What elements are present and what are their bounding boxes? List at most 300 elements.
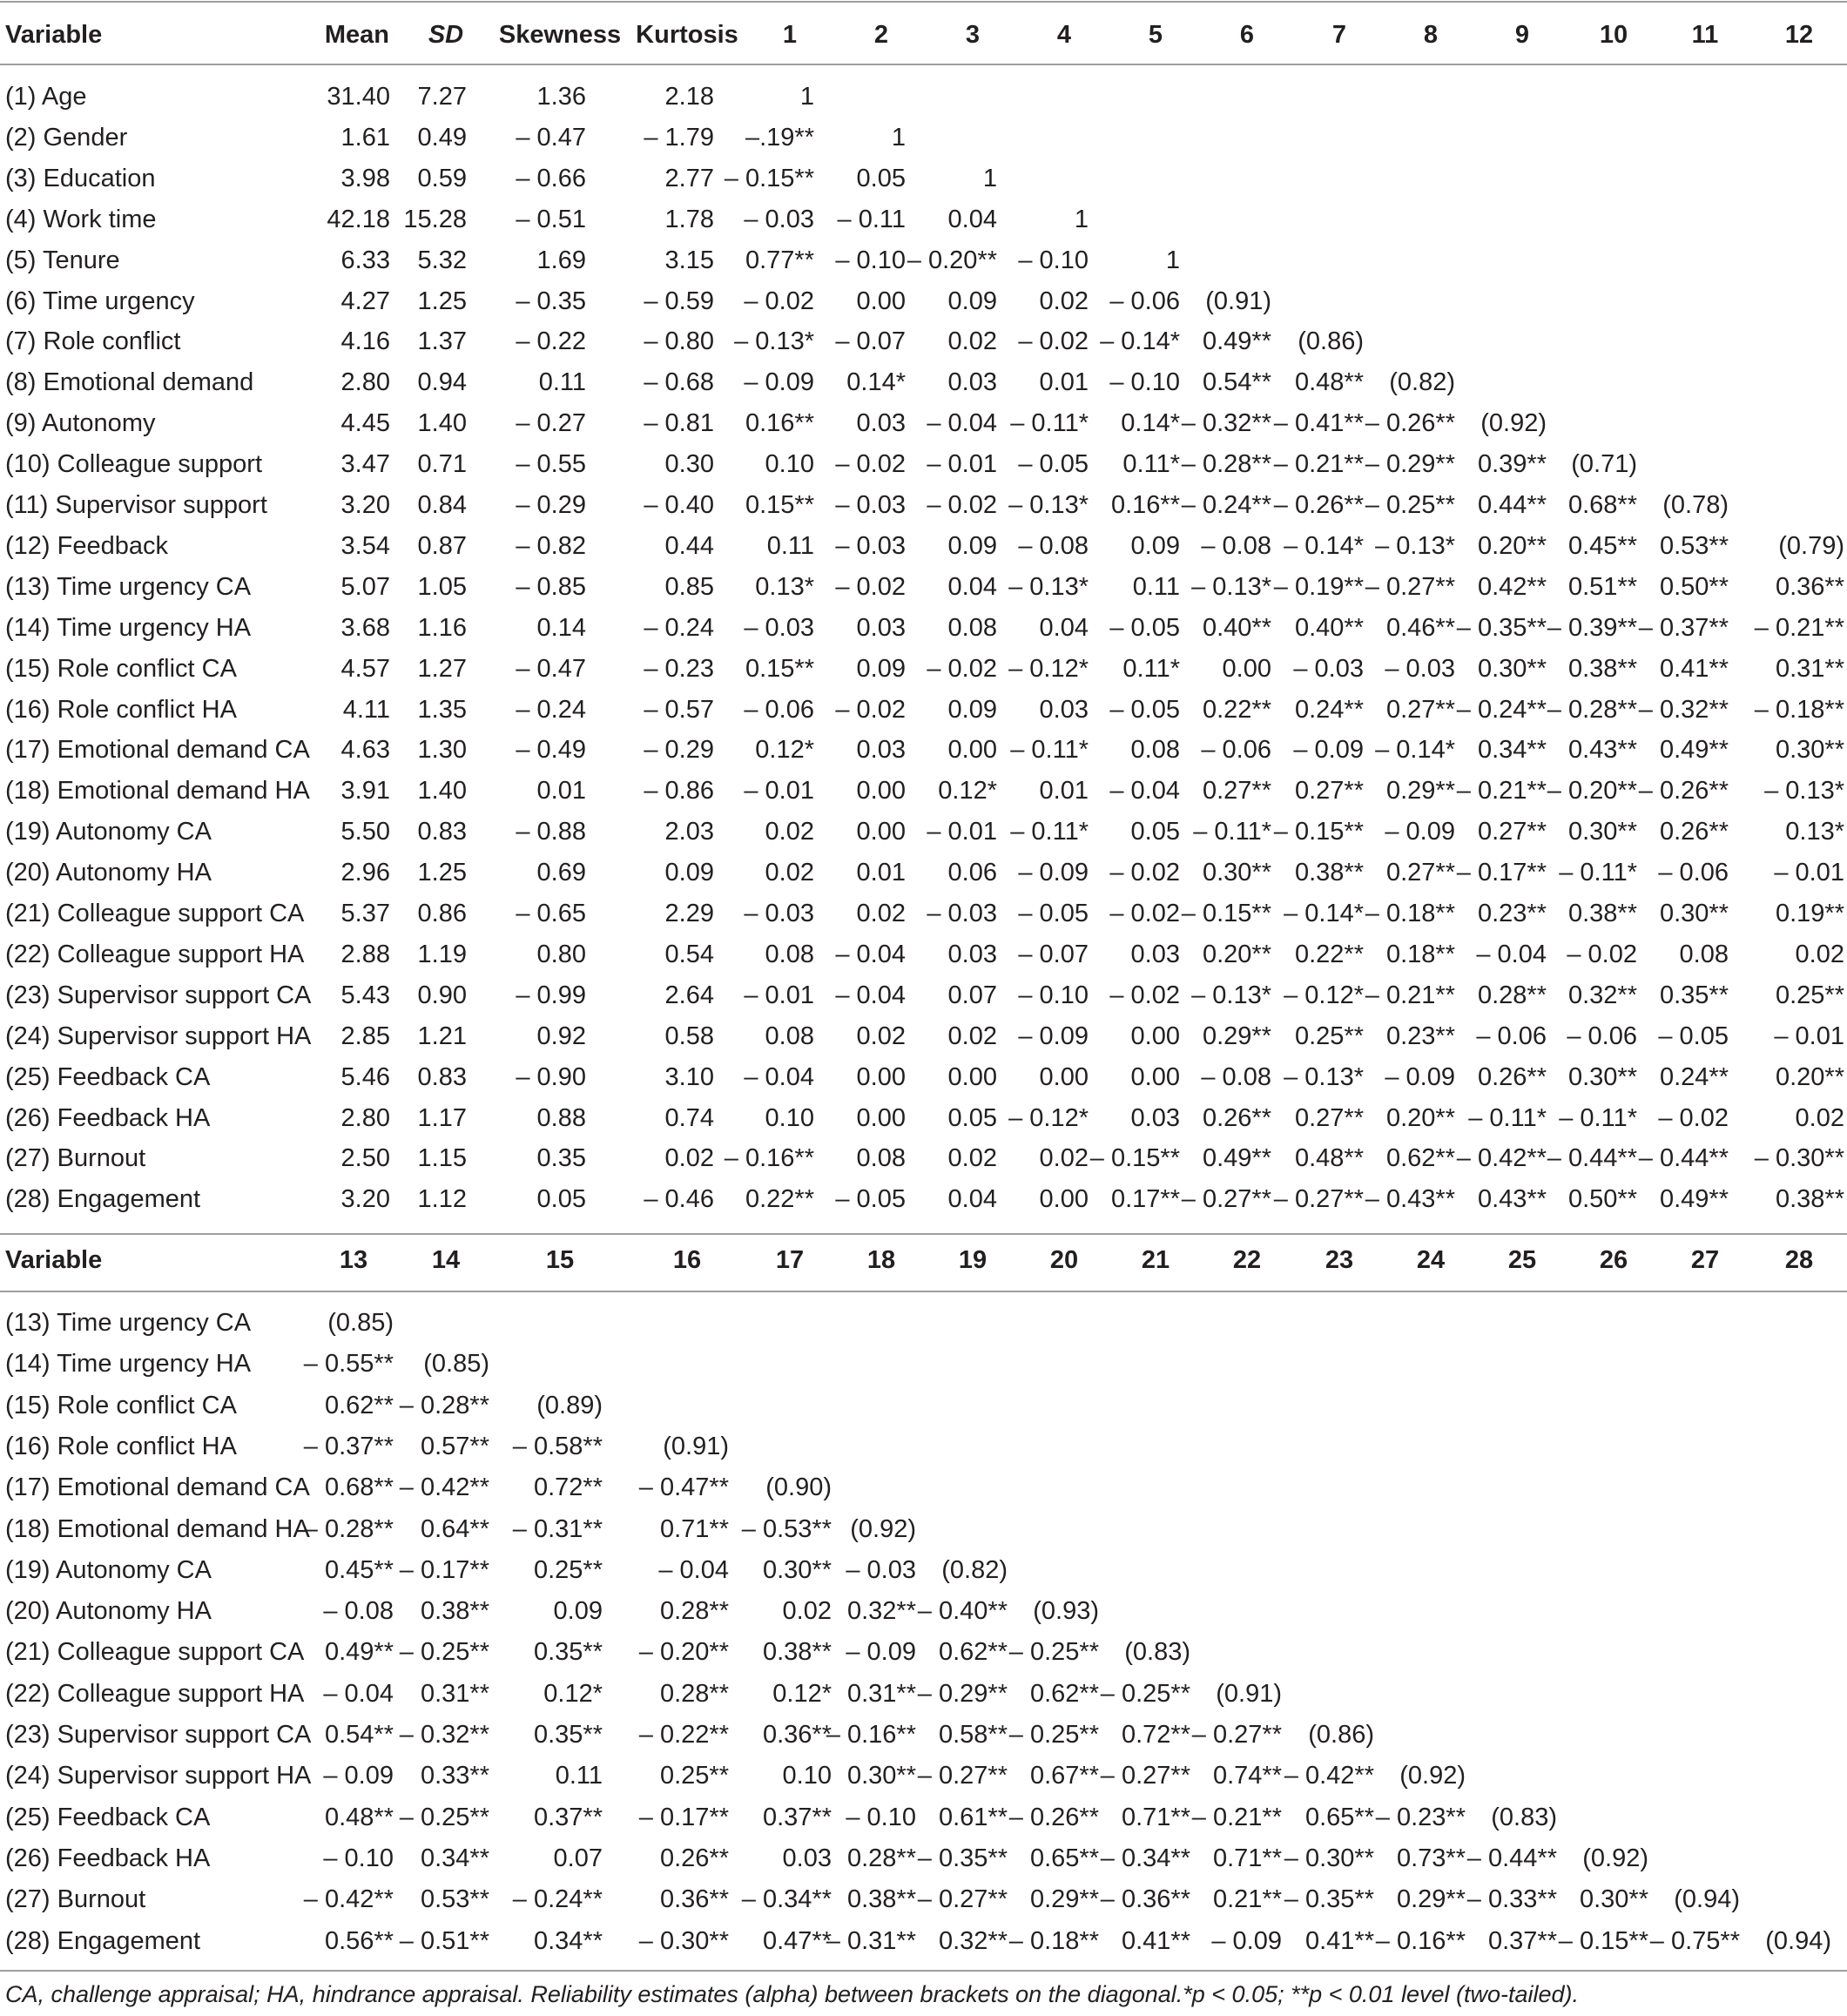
table-cell: 6.33 bbox=[340, 246, 390, 274]
table-cell: – 0.15** bbox=[1273, 818, 1364, 846]
table-cell: – 0.16** bbox=[826, 1721, 916, 1749]
table-cell: 0.16** bbox=[745, 409, 814, 438]
table-cell: – 0.10 bbox=[323, 1844, 394, 1872]
table-cell: – 0.08 bbox=[1201, 1062, 1271, 1091]
row-label: (3) Education bbox=[5, 164, 156, 192]
table-cell: 0.02 bbox=[1039, 1144, 1089, 1173]
header-col-6: 6 bbox=[1239, 21, 1255, 49]
table-cell: 0.00 bbox=[856, 777, 906, 806]
table-cell: 0.27** bbox=[1202, 777, 1271, 806]
table-cell: – 0.13* bbox=[1284, 1062, 1364, 1091]
table-cell: 2.03 bbox=[664, 818, 714, 846]
table-cell: 0.44** bbox=[1477, 491, 1547, 519]
table-cell: – 0.55 bbox=[516, 450, 586, 479]
table-cell: – 0.19** bbox=[1273, 572, 1364, 601]
table-cell: 0.11* bbox=[1122, 654, 1180, 683]
table-cell: –.19** bbox=[745, 123, 814, 152]
table-cell: – 0.04 bbox=[1109, 777, 1180, 806]
table-cell: – 0.09 bbox=[1385, 1062, 1455, 1091]
table-cell: 0.12* bbox=[772, 1679, 832, 1708]
header-col-11: 11 bbox=[1691, 21, 1719, 49]
table-cell: – 0.06 bbox=[1201, 736, 1271, 765]
table-cell: – 0.27** bbox=[1181, 1185, 1271, 1214]
table-cell: 0.71** bbox=[1212, 1844, 1282, 1872]
table-cell: 0.28** bbox=[659, 1597, 729, 1626]
table-row bbox=[0, 281, 1847, 322]
table-cell: – 0.25** bbox=[1365, 491, 1455, 519]
table-cell: 0.14* bbox=[846, 368, 906, 397]
table-cell: – 0.12* bbox=[1284, 981, 1364, 1009]
table-cell: – 0.02 bbox=[1109, 900, 1180, 927]
table-cell: – 0.27** bbox=[917, 1762, 1008, 1790]
table-cell: 0.68** bbox=[1567, 491, 1637, 519]
table-cell: 0.73** bbox=[1396, 1844, 1466, 1872]
table-cell: 0.09 bbox=[947, 531, 997, 560]
table-cell: – 0.02 bbox=[1018, 327, 1089, 356]
table-cell: 0.35** bbox=[533, 1638, 603, 1667]
table-row bbox=[0, 1879, 1847, 1920]
header-col-20: 20 bbox=[1049, 1246, 1079, 1274]
row-label: (22) Colleague support HA bbox=[5, 1679, 305, 1708]
table-cell: 1.35 bbox=[417, 695, 467, 724]
table-cell: – 0.82 bbox=[516, 531, 586, 560]
table-cell: 0.59 bbox=[417, 164, 467, 192]
table-row bbox=[0, 485, 1847, 526]
table-cell: 3.20 bbox=[340, 1185, 390, 1214]
table-cell: 1 bbox=[1074, 205, 1089, 233]
table-cell: 1.15 bbox=[417, 1144, 467, 1173]
table-cell: 0.15** bbox=[745, 654, 814, 683]
table-cell: 0.72** bbox=[1121, 1721, 1190, 1749]
header-col-9: 9 bbox=[1514, 21, 1530, 49]
table-cell: 0.00 bbox=[1130, 1021, 1180, 1050]
table-cell: – 0.30** bbox=[638, 1926, 729, 1955]
table-cell: (0.90) bbox=[765, 1473, 832, 1502]
header-col-2: 2 bbox=[873, 21, 889, 49]
table-cell: 0.07 bbox=[947, 981, 997, 1009]
table-cell: – 0.06 bbox=[1109, 287, 1180, 315]
table-cell: – 0.06 bbox=[744, 695, 814, 724]
table-cell: – 0.05 bbox=[1658, 1021, 1729, 1050]
table-cell: 0.13* bbox=[755, 572, 814, 601]
table-row bbox=[0, 1632, 1847, 1673]
table-cell: 0.41** bbox=[1659, 654, 1729, 683]
table-cell: (0.79) bbox=[1778, 531, 1844, 560]
table-cell: 0.26** bbox=[659, 1844, 729, 1872]
table-cell: – 0.02 bbox=[1658, 1103, 1729, 1132]
table-cell: 0.00 bbox=[947, 1062, 997, 1091]
table-cell: – 0.12* bbox=[1008, 654, 1089, 683]
table-cell: 0.11 bbox=[555, 1762, 603, 1790]
table-cell: – 0.18** bbox=[1008, 1926, 1099, 1955]
table-cell: 0.09 bbox=[553, 1597, 603, 1626]
row-label: (13) Time urgency CA bbox=[5, 572, 252, 601]
table-cell: 0.83 bbox=[417, 1062, 467, 1091]
table-cell: – 0.02 bbox=[927, 654, 997, 683]
table-cell: – 0.02 bbox=[1567, 940, 1637, 968]
table-cell: – 0.32** bbox=[399, 1721, 489, 1749]
table-cell: – 0.44** bbox=[1547, 1144, 1637, 1173]
table-cell: 1.27 bbox=[417, 654, 467, 683]
table-cell: – 0.04 bbox=[658, 1555, 729, 1584]
table-cell: 0.13* bbox=[1785, 818, 1844, 846]
row-label: (21) Colleague support CA bbox=[5, 900, 305, 927]
table-cell: 0.20** bbox=[1202, 940, 1271, 968]
table-cell: 0.04 bbox=[1039, 613, 1089, 642]
table-cell: – 0.49 bbox=[516, 736, 586, 765]
table-cell: 0.12* bbox=[543, 1679, 603, 1708]
table-cell: 0.92 bbox=[536, 1021, 586, 1050]
table-cell: – 0.39** bbox=[1547, 613, 1637, 642]
table-cell: 0.48** bbox=[324, 1803, 394, 1831]
table-cell: 0.22** bbox=[1294, 940, 1364, 968]
table-cell: 0.35** bbox=[533, 1721, 603, 1749]
table-cell: – 0.06 bbox=[1567, 1021, 1637, 1050]
table-row bbox=[0, 934, 1847, 975]
table-cell: 0.40** bbox=[1294, 613, 1364, 642]
table-cell: – 0.04 bbox=[744, 1062, 814, 1091]
table-cell: 1.05 bbox=[417, 572, 467, 601]
table-cell: – 0.10 bbox=[1018, 246, 1089, 274]
header-col-12: 12 bbox=[1784, 21, 1814, 49]
table-cell: – 0.07 bbox=[1018, 940, 1089, 968]
table-cell: – 0.28** bbox=[1547, 695, 1637, 724]
table-cell: 0.29** bbox=[1385, 777, 1455, 806]
table-cell: 0.19** bbox=[1775, 900, 1844, 927]
table-cell: – 0.35 bbox=[516, 287, 586, 315]
table-cell: – 0.11* bbox=[1468, 1103, 1547, 1132]
table-cell: 2.80 bbox=[340, 368, 390, 397]
table-cell: – 0.24** bbox=[1181, 491, 1271, 519]
table-cell: 0.26** bbox=[1477, 1062, 1547, 1091]
header-col-14: 14 bbox=[431, 1246, 461, 1274]
table-cell: 15.28 bbox=[403, 205, 467, 233]
table-cell: – 0.24** bbox=[1456, 695, 1547, 724]
table-cell: – 0.31** bbox=[826, 1926, 916, 1955]
table-cell: 0.08 bbox=[765, 940, 814, 968]
table-cell: – 0.03 bbox=[846, 1555, 916, 1584]
table-cell: – 0.20** bbox=[1547, 777, 1637, 806]
table-cell: – 0.43** bbox=[1365, 1185, 1455, 1214]
table-cell: – 0.28** bbox=[399, 1391, 489, 1419]
table-cell: – 0.11* bbox=[1010, 409, 1089, 438]
row-label: (5) Tenure bbox=[5, 246, 120, 274]
table-row bbox=[0, 1386, 1847, 1426]
table-cell: – 0.24 bbox=[644, 613, 714, 642]
table-cell: – 0.14* bbox=[1375, 736, 1455, 765]
table-row bbox=[0, 730, 1847, 771]
table-cell: – 0.02 bbox=[835, 572, 906, 601]
table-cell: (0.91) bbox=[663, 1432, 729, 1460]
header-col-10: 10 bbox=[1599, 21, 1628, 49]
table-cell: 0.28** bbox=[1477, 981, 1547, 1009]
table-cell: 0.36** bbox=[659, 1885, 729, 1914]
table-cell: – 0.47** bbox=[638, 1473, 729, 1502]
table-cell: – 0.41** bbox=[1273, 409, 1364, 438]
table-cell: 0.09 bbox=[947, 287, 997, 315]
table-cell: 0.28** bbox=[659, 1679, 729, 1708]
table-cell: 1.16 bbox=[417, 613, 467, 642]
table-cell: – 0.51 bbox=[516, 205, 586, 233]
block2-header-rule bbox=[0, 1291, 1847, 1292]
table-cell: 0.72** bbox=[533, 1473, 603, 1502]
table-cell: – 0.29 bbox=[516, 491, 586, 519]
table-cell: 0.31** bbox=[420, 1679, 489, 1708]
table-cell: – 0.65 bbox=[516, 900, 586, 927]
table-cell: 0.14 bbox=[536, 613, 586, 642]
table-cell: 0.02 bbox=[765, 818, 814, 846]
table-cell: 4.11 bbox=[342, 695, 390, 724]
table-row bbox=[0, 1138, 1847, 1179]
table-cell: 0.30** bbox=[1567, 818, 1637, 846]
table-cell: 0.04 bbox=[947, 205, 997, 233]
table-cell: – 0.37** bbox=[303, 1432, 394, 1460]
table-cell: – 0.29** bbox=[1365, 450, 1455, 479]
row-label: (25) Feedback CA bbox=[5, 1803, 211, 1831]
table-cell: 0.29** bbox=[1029, 1885, 1099, 1914]
table-cell: (0.86) bbox=[1298, 327, 1364, 356]
header-col-5: 5 bbox=[1148, 21, 1163, 49]
table-cell: 0.29** bbox=[1202, 1021, 1271, 1050]
table-cell: – 0.06 bbox=[1476, 1021, 1547, 1050]
table-cell: – 0.02 bbox=[1109, 859, 1180, 887]
table-cell: – 0.15** bbox=[1181, 900, 1271, 927]
table-cell: 0.05 bbox=[1130, 818, 1180, 846]
table-cell: 0.50** bbox=[1659, 572, 1729, 601]
table-cell: 0.62** bbox=[324, 1391, 394, 1419]
table-cell: 0.27** bbox=[1294, 777, 1364, 806]
table-cell: – 0.88 bbox=[516, 818, 586, 846]
table-cell: 0.38** bbox=[1294, 859, 1364, 887]
table-cell: 1.21 bbox=[417, 1021, 467, 1050]
table-cell: 1.25 bbox=[417, 859, 467, 887]
table-cell: – 0.44** bbox=[1638, 1144, 1729, 1173]
header-col-17: 17 bbox=[775, 1246, 805, 1274]
table-cell: 3.20 bbox=[340, 491, 390, 519]
table-cell: 0.34** bbox=[420, 1844, 489, 1872]
header-col-8: 8 bbox=[1423, 21, 1439, 49]
table-cell: 0.58 bbox=[664, 1021, 714, 1050]
table-cell: 0.00 bbox=[856, 1062, 906, 1091]
table-cell: – 0.13* bbox=[734, 327, 814, 356]
table-cell: – 0.20** bbox=[638, 1638, 729, 1667]
header-col-7: 7 bbox=[1331, 21, 1347, 49]
table-cell: – 0.47 bbox=[516, 654, 586, 683]
row-label: (17) Emotional demand CA bbox=[5, 736, 310, 765]
row-label: (12) Feedback bbox=[5, 531, 168, 560]
row-label: (20) Autonomy HA bbox=[5, 859, 212, 887]
table-cell: – 0.28** bbox=[1181, 450, 1271, 479]
row-label: (21) Colleague support CA bbox=[5, 1638, 305, 1667]
table-row bbox=[0, 362, 1847, 403]
table-cell: – 0.02 bbox=[1109, 981, 1180, 1009]
table-cell: 0.49** bbox=[1202, 1144, 1271, 1173]
table-cell: – 0.55** bbox=[303, 1350, 394, 1379]
table-cell: – 0.57 bbox=[644, 695, 714, 724]
table-cell: – 0.86 bbox=[644, 777, 714, 806]
table-cell: 5.50 bbox=[340, 818, 390, 846]
table-cell: 0.37** bbox=[1487, 1926, 1557, 1955]
table-cell: – 0.35** bbox=[1284, 1885, 1374, 1914]
table-row bbox=[0, 1344, 1847, 1385]
table-cell: – 0.21** bbox=[1273, 450, 1364, 479]
table-cell: 0.71** bbox=[659, 1514, 729, 1543]
header-col-26: 26 bbox=[1599, 1246, 1628, 1274]
table-cell: – 0.04 bbox=[927, 409, 997, 438]
table-cell: 0.30** bbox=[1202, 859, 1271, 887]
table-cell: 0.65** bbox=[1029, 1844, 1099, 1872]
table-cell: – 0.13* bbox=[1375, 531, 1455, 560]
row-label: (19) Autonomy CA bbox=[5, 1555, 212, 1584]
table-cell: 0.77** bbox=[745, 246, 814, 274]
table-footnote: CA, challenge appraisal; HA, hindrance appraisal. Reliability estimates (alpha) between brackets on the diagonal.*p < 0.05; **p < 0.01 level (two-tailed). bbox=[5, 1981, 1580, 2007]
table-row bbox=[0, 526, 1847, 567]
table-cell: 0.00 bbox=[1222, 654, 1271, 683]
table-cell: 1.40 bbox=[417, 409, 467, 438]
table-cell: – 0.18** bbox=[1365, 900, 1455, 927]
table-cell: 0.74 bbox=[664, 1103, 714, 1132]
header-col-19: 19 bbox=[958, 1246, 988, 1274]
table-cell: – 0.33** bbox=[1466, 1885, 1557, 1914]
table-cell: 0.25** bbox=[1775, 981, 1844, 1009]
table-cell: 0.46** bbox=[1385, 613, 1455, 642]
table-cell: – 0.13* bbox=[1008, 572, 1089, 601]
table-cell: 0.05 bbox=[536, 1185, 586, 1214]
table-cell: – 0.25** bbox=[399, 1638, 489, 1667]
table-cell: 0.00 bbox=[856, 1103, 906, 1132]
row-label: (6) Time urgency bbox=[5, 287, 195, 315]
table-cell: 0.50** bbox=[1567, 1185, 1637, 1214]
table-cell: 0.54 bbox=[664, 940, 714, 968]
table-row bbox=[0, 649, 1847, 690]
table-cell: 1.36 bbox=[536, 83, 586, 111]
table-cell: – 0.31** bbox=[512, 1514, 603, 1543]
table-cell: (0.82) bbox=[1389, 368, 1455, 397]
table-cell: 0.34** bbox=[1477, 736, 1547, 765]
table-cell: 0.08 bbox=[1679, 940, 1729, 968]
table-cell: – 0.13* bbox=[1764, 777, 1844, 806]
table-cell: 0.27** bbox=[1385, 859, 1455, 887]
header-col-3: 3 bbox=[965, 21, 981, 49]
table-cell: – 0.15** bbox=[1558, 1926, 1648, 1955]
table-cell: 0.32** bbox=[1567, 981, 1637, 1009]
table-row bbox=[0, 1179, 1847, 1220]
table-cell: 1 bbox=[982, 164, 997, 192]
table-cell: – 0.11* bbox=[1193, 818, 1271, 846]
table-cell: 0.71** bbox=[1121, 1803, 1190, 1831]
table-cell: – 0.35** bbox=[917, 1844, 1008, 1872]
table-cell: 42.18 bbox=[327, 205, 390, 233]
table-cell: 5.46 bbox=[340, 1062, 390, 1091]
table-cell: 0.04 bbox=[947, 572, 997, 601]
table-cell: 0.74** bbox=[1212, 1762, 1282, 1790]
table-cell: 0.02 bbox=[664, 1144, 714, 1173]
table-cell: – 0.12* bbox=[1008, 1103, 1089, 1132]
row-label: (11) Supervisor support bbox=[5, 491, 267, 519]
table-cell: 1.25 bbox=[417, 287, 467, 315]
table-cell: 0.30** bbox=[1579, 1885, 1648, 1914]
table-cell: 0.30 bbox=[664, 450, 714, 479]
table-cell: 0.23** bbox=[1385, 1021, 1455, 1050]
table-cell: 0.53** bbox=[1659, 531, 1729, 560]
table-cell: 0.48** bbox=[1294, 1144, 1364, 1173]
header-col-27: 27 bbox=[1690, 1246, 1720, 1274]
table-cell: 0.36** bbox=[1775, 572, 1844, 601]
table-cell: 0.12* bbox=[938, 777, 997, 806]
table-row bbox=[0, 567, 1847, 608]
table-cell: 0.11* bbox=[1122, 450, 1180, 479]
table-cell: 0.87 bbox=[417, 531, 467, 560]
table-cell: – 0.07 bbox=[835, 327, 906, 356]
table-cell: 0.10 bbox=[782, 1762, 832, 1790]
table-cell: 0.88 bbox=[536, 1103, 586, 1132]
table-cell: (0.89) bbox=[536, 1391, 603, 1419]
table-cell: (0.92) bbox=[1480, 409, 1547, 438]
table-cell: 0.03 bbox=[1130, 940, 1180, 968]
table-row bbox=[0, 1509, 1847, 1550]
table-cell: 0.85 bbox=[664, 572, 714, 601]
table-cell: – 0.23** bbox=[1375, 1803, 1466, 1831]
table-cell: 2.96 bbox=[340, 859, 390, 887]
table-cell: 0.24** bbox=[1659, 1062, 1729, 1091]
header-col-16: 16 bbox=[672, 1246, 702, 1274]
table-row bbox=[0, 77, 1847, 118]
table-cell: – 0.09 bbox=[1018, 859, 1089, 887]
row-label: (24) Supervisor support HA bbox=[5, 1762, 312, 1790]
table-cell: 0.71 bbox=[417, 450, 467, 479]
table-cell: 0.30** bbox=[1567, 1062, 1637, 1091]
table-cell: – 0.25** bbox=[399, 1803, 489, 1831]
table-cell: 0.20** bbox=[1385, 1103, 1455, 1132]
table-cell: – 0.11* bbox=[1010, 818, 1089, 846]
table-cell: 0.08 bbox=[856, 1144, 906, 1173]
table-cell: – 0.17** bbox=[638, 1803, 729, 1831]
table-cell: 0.21** bbox=[1212, 1885, 1282, 1914]
table-cell: 0.35 bbox=[536, 1144, 586, 1173]
row-label: (4) Work time bbox=[5, 205, 157, 233]
table-cell: – 0.17** bbox=[1456, 859, 1547, 887]
table-cell: – 0.35** bbox=[1456, 613, 1547, 642]
table-cell: 0.02 bbox=[765, 859, 814, 887]
table-cell: – 0.21** bbox=[1456, 777, 1547, 806]
table-cell: – 0.10 bbox=[1018, 981, 1089, 1009]
table-cell: – 0.25** bbox=[1100, 1679, 1190, 1708]
table-cell: 0.02 bbox=[1039, 287, 1089, 315]
table-cell: 0.30** bbox=[1477, 654, 1547, 683]
table-cell: 0.03 bbox=[947, 368, 997, 397]
row-label: (14) Time urgency HA bbox=[5, 1350, 252, 1379]
table-cell: – 0.51** bbox=[399, 1926, 489, 1955]
table-top-rule bbox=[0, 1, 1847, 3]
table-cell: – 0.01 bbox=[1774, 1021, 1844, 1050]
table-cell: 5.32 bbox=[417, 246, 467, 274]
table-cell: 0.37** bbox=[533, 1803, 603, 1831]
table-cell: 0.29** bbox=[1396, 1885, 1466, 1914]
table-cell: – 0.58** bbox=[512, 1432, 603, 1460]
table-cell: – 0.46 bbox=[644, 1185, 714, 1214]
table-cell: – 0.08 bbox=[1201, 531, 1271, 560]
row-label: (22) Colleague support HA bbox=[5, 940, 305, 968]
table-cell: 0.01 bbox=[1039, 368, 1089, 397]
table-cell: – 0.24** bbox=[512, 1885, 603, 1914]
table-cell: 3.47 bbox=[340, 450, 390, 479]
table-cell: 0.11 bbox=[766, 531, 814, 560]
table-cell: 0.05 bbox=[947, 1103, 997, 1132]
table-cell: 1.40 bbox=[417, 777, 467, 806]
table-cell: 0.04 bbox=[947, 1185, 997, 1214]
table-cell: 3.54 bbox=[340, 531, 390, 560]
header-variable: Variable bbox=[5, 1246, 103, 1274]
